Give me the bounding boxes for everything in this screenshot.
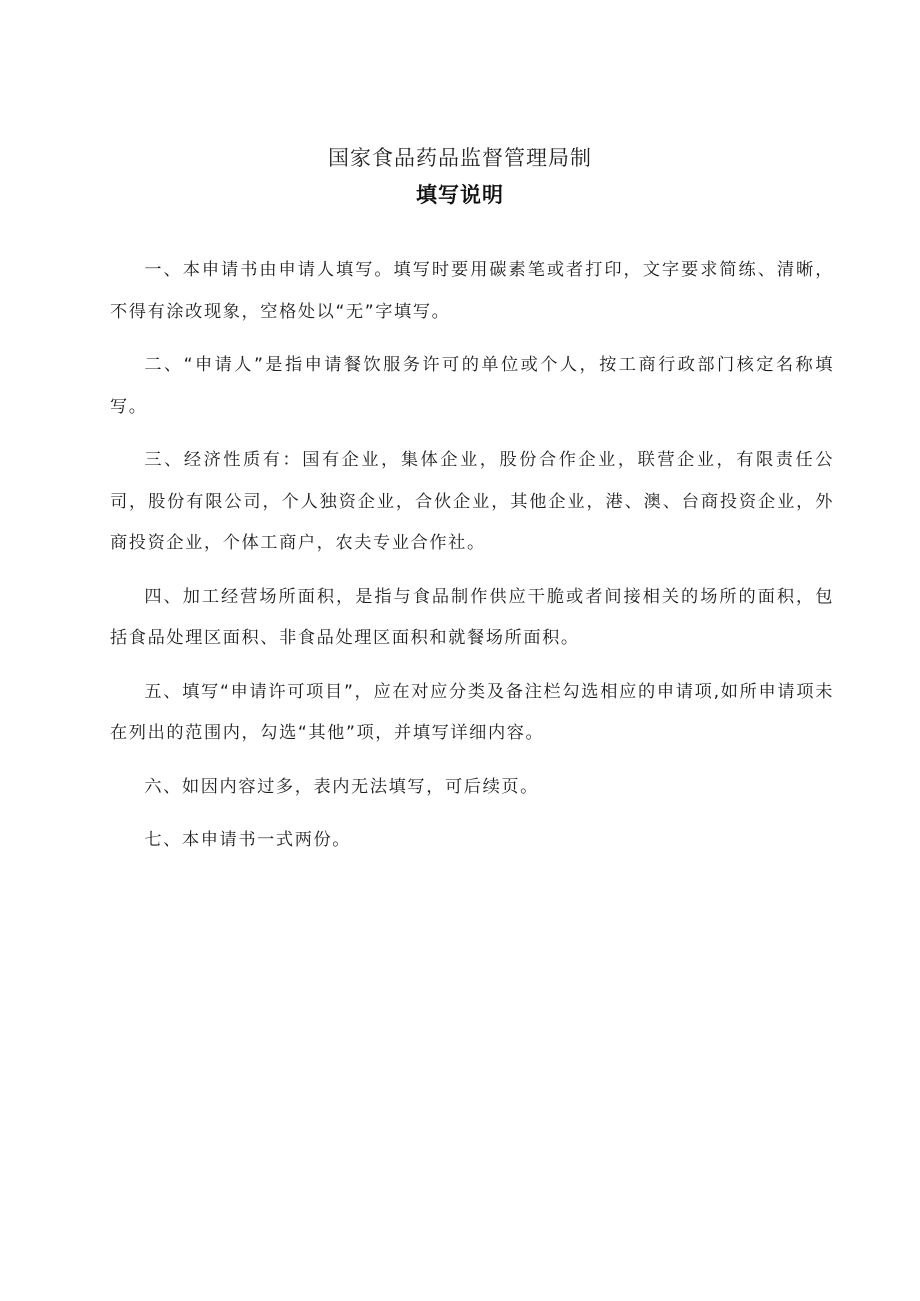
instruction-item-2: 二、“申请人”是指申请餐饮服务许可的单位或个人，按工商行政部门核定名称填写。 xyxy=(110,355,834,417)
instruction-item-5: 五、填写“申请许可项目”，应在对应分类及备注栏勾选相应的申请项,如所申请项未在列出的范围内，勾选“其他”项，并填写详细内容。 xyxy=(110,681,834,743)
instruction-item-1: 一、本申请书由申请人填写。填写时要用碳素笔或者打印，文字要求简练、清晰，不得有涂改现象，空格处以“无”字填写。 xyxy=(110,260,834,322)
page-title: 填写说明 xyxy=(416,183,504,207)
instruction-item-4: 四、加工经营场所面积，是指与食品制作供应干脆或者间接相关的场所的面积，包括食品处理区面积、非食品处理区面积和就餐场所面积。 xyxy=(110,586,834,648)
instructions-list xyxy=(110,250,834,874)
instruction-item-7: 七、本申请书一式两份。 xyxy=(144,830,352,850)
issuing-authority: 国家食品药品监督管理局制 xyxy=(328,146,592,170)
instruction-item-6: 六、如因内容过多，表内无法填写，可后续页。 xyxy=(144,776,539,797)
instruction-item-3: 三、经济性质有：国有企业，集体企业，股份合作企业，联营企业，有限责任公司，股份有限公司，个人独资企业，合伙企业，其他企业，港、澳、台商投资企业，外商投资企业，个体工商户，农夫专业合作社。 xyxy=(110,450,834,553)
